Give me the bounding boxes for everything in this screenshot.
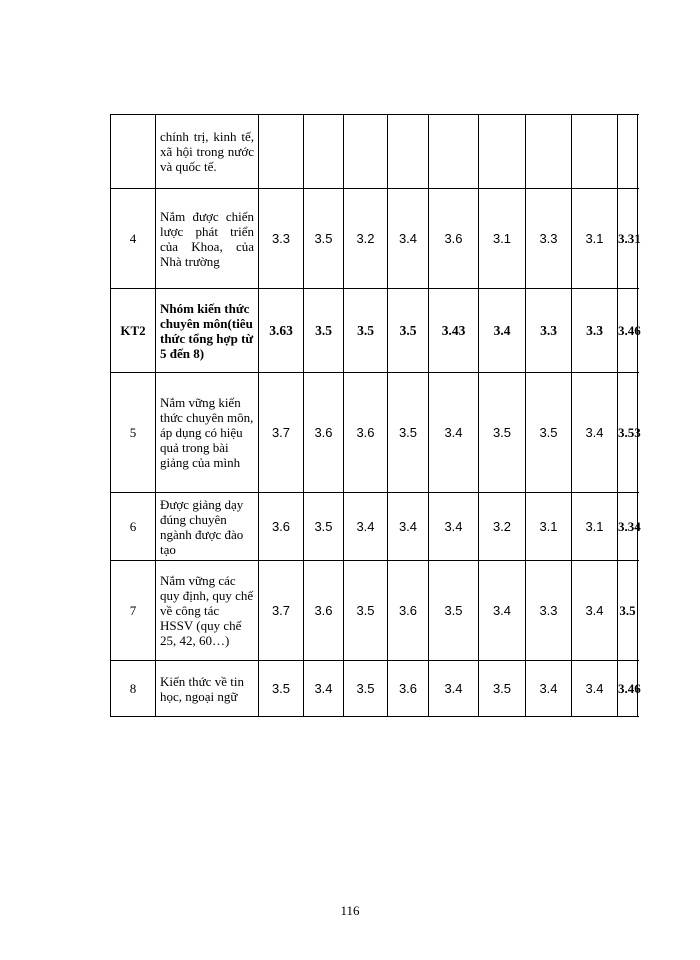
row-description-cell: Kiến thức về tin học, ngoại ngữ — [156, 661, 259, 717]
score-cell: 3.3 — [259, 189, 304, 289]
score-cell: 3.1 — [572, 493, 618, 561]
score-cell: 3.4 — [572, 661, 618, 717]
score-cell — [429, 115, 479, 189]
score-cell — [344, 115, 388, 189]
score-cell: 3.4 — [429, 373, 479, 493]
score-cell: 3.3 — [526, 189, 572, 289]
score-cell: 3.1 — [526, 493, 572, 561]
score-cell: 3.6 — [304, 373, 344, 493]
score-cell: 3.4 — [479, 561, 526, 661]
score-cell: 3.4 — [572, 561, 618, 661]
score-cell: 3.4 — [344, 493, 388, 561]
table-row — [111, 493, 638, 561]
score-cell: 3.2 — [479, 493, 526, 561]
table-row — [111, 289, 638, 373]
average-cell — [618, 115, 638, 189]
score-cell: 3.4 — [572, 373, 618, 493]
score-cell: 3.5 — [526, 373, 572, 493]
score-cell: 3.4 — [388, 189, 429, 289]
score-cell: 3.63 — [259, 289, 304, 373]
score-cell: 3.5 — [304, 289, 344, 373]
average-cell: 3.46 — [618, 289, 638, 373]
score-cell: 3.3 — [572, 289, 618, 373]
score-cell: 3.1 — [479, 189, 526, 289]
row-id-cell: 8 — [111, 661, 156, 717]
average-cell: 3.46 — [618, 661, 638, 717]
page-number: 116 — [340, 903, 360, 918]
score-cell: 3.5 — [388, 373, 429, 493]
row-description-cell: Nắm được chiến lược phát triển của Khoa, của Nhà trường — [156, 189, 259, 289]
score-cell: 3.5 — [304, 189, 344, 289]
score-cell: 3.5 — [304, 493, 344, 561]
score-cell: 3.4 — [479, 289, 526, 373]
table-row — [111, 115, 638, 189]
row-id-cell: 7 — [111, 561, 156, 661]
average-cell: 3.34 — [618, 493, 638, 561]
score-cell: 3.5 — [479, 373, 526, 493]
score-cell: 3.5 — [344, 561, 388, 661]
score-cell — [479, 115, 526, 189]
score-cell: 3.5 — [479, 661, 526, 717]
table-row — [111, 189, 638, 289]
row-description-cell: Được giảng dạy đúng chuyên ngành được đào tạo — [156, 493, 259, 561]
score-cell: 3.5 — [259, 661, 304, 717]
score-cell: 3.7 — [259, 561, 304, 661]
score-cell: 3.4 — [429, 661, 479, 717]
row-description-cell: Nhóm kiến thức chuyên môn(tiêu thức tổng hợp từ 5 đến 8) — [156, 289, 259, 373]
score-cell: 3.1 — [572, 189, 618, 289]
score-cell — [526, 115, 572, 189]
score-cell: 3.5 — [344, 289, 388, 373]
row-id-cell: 6 — [111, 493, 156, 561]
score-cell: 3.6 — [304, 561, 344, 661]
table-row — [111, 561, 638, 661]
score-cell: 3.3 — [526, 289, 572, 373]
row-description-cell: chính trị, kinh tế, xã hội trong nước và quốc tế. — [156, 115, 259, 189]
score-cell: 3.5 — [344, 661, 388, 717]
score-cell: 3.43 — [429, 289, 479, 373]
score-cell: 3.6 — [429, 189, 479, 289]
row-id-cell — [111, 115, 156, 189]
score-cell: 3.6 — [344, 373, 388, 493]
score-cell — [572, 115, 618, 189]
row-id-cell: 5 — [111, 373, 156, 493]
average-cell: 3.53 — [618, 373, 638, 493]
score-cell: 3.6 — [388, 661, 429, 717]
evaluation-table — [110, 114, 641, 717]
average-cell: 3.5 — [618, 561, 638, 661]
score-cell: 3.6 — [388, 561, 429, 661]
table-row — [111, 373, 638, 493]
score-cell: 3.4 — [304, 661, 344, 717]
score-cell: 3.7 — [259, 373, 304, 493]
score-cell: 3.4 — [388, 493, 429, 561]
score-cell: 3.5 — [429, 561, 479, 661]
score-cell: 3.2 — [344, 189, 388, 289]
average-cell: 3.31 — [618, 189, 638, 289]
row-id-cell: KT2 — [111, 289, 156, 373]
score-cell — [304, 115, 344, 189]
score-cell: 3.5 — [388, 289, 429, 373]
table-body — [111, 115, 641, 717]
table-row — [111, 661, 638, 717]
score-cell — [388, 115, 429, 189]
score-cell — [259, 115, 304, 189]
score-cell: 3.4 — [429, 493, 479, 561]
row-id-cell: 4 — [111, 189, 156, 289]
score-cell: 3.3 — [526, 561, 572, 661]
score-cell: 3.4 — [526, 661, 572, 717]
score-cell: 3.6 — [259, 493, 304, 561]
row-description-cell: Nắm vững kiến thức chuyên môn, áp dụng có hiệu quả trong bài giảng của mình — [156, 373, 259, 493]
row-description-cell: Nắm vững các quy định, quy chế về công tác HSSV (quy chế 25, 42, 60…) — [156, 561, 259, 661]
